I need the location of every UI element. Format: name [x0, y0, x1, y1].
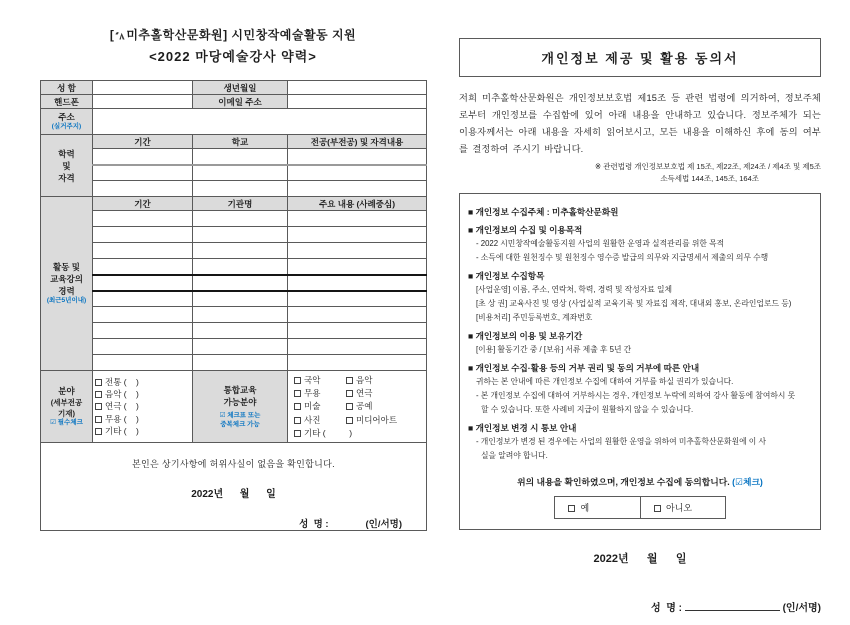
- consent-detail-box: [459, 193, 821, 530]
- career-label-line: 경력: [58, 286, 75, 297]
- career-blank-cell[interactable]: [288, 227, 427, 243]
- checkbox-icon[interactable]: [95, 416, 102, 423]
- education-label-line: 및: [62, 160, 71, 171]
- career-blank-cell[interactable]: [288, 291, 427, 307]
- career-blank-cell[interactable]: [288, 275, 427, 291]
- agree-statement: [468, 475, 812, 488]
- edu-option-label: 국악: [304, 374, 321, 385]
- form-title-line1: [40, 26, 426, 43]
- education-label-line: 자격: [58, 172, 75, 183]
- agree-check-note: (☑체크): [732, 476, 763, 487]
- no-option[interactable]: [640, 497, 726, 518]
- edu-option: [294, 374, 346, 386]
- integrated-label-line: 통합교육: [223, 384, 257, 395]
- signature-label: 성 명 :: [651, 602, 685, 614]
- section-line: [사업운영] 이름, 주소, 연락처, 학력, 경력 및 작성자료 일체: [476, 284, 673, 294]
- checkbox-icon[interactable]: [346, 403, 353, 410]
- section-heading: ■ 개인정보 수집·활용 등의 거부 권리 및 동의 거부에 따른 안내: [468, 362, 700, 373]
- education-section-label: [41, 135, 93, 197]
- edu-option: [346, 387, 424, 399]
- checkbox-icon[interactable]: [294, 403, 301, 410]
- career-blank-cell[interactable]: [288, 243, 427, 259]
- edu-option-label: 무용: [304, 388, 321, 399]
- checkbox-icon[interactable]: [95, 403, 102, 410]
- edu-option: [346, 414, 424, 426]
- checkbox-icon[interactable]: [346, 377, 353, 384]
- form-title-line2: <2022 마당예술강사 약력>: [149, 49, 317, 64]
- checkbox-icon[interactable]: [95, 428, 102, 435]
- integrated-edu-label: [193, 371, 288, 443]
- edu-option: [294, 427, 424, 439]
- career-blank-cell[interactable]: [288, 323, 427, 339]
- edu-blank-cell[interactable]: [193, 165, 288, 181]
- form-title-text: 미추홀학산문화원] 시민창작예술활동 지원: [126, 28, 357, 42]
- confirmation-date: 2022년 월 일: [191, 489, 276, 500]
- field-option: [95, 400, 190, 412]
- checkbox-icon[interactable]: [294, 417, 301, 424]
- section-heading: ■ 개인정보 수집항목: [468, 270, 545, 281]
- edu-blank-cell[interactable]: [288, 181, 427, 197]
- career-section-label: [41, 197, 93, 371]
- edu-blank-cell[interactable]: [288, 149, 427, 165]
- career-blank-cell[interactable]: [288, 259, 427, 275]
- career-blank-cell[interactable]: [93, 291, 193, 307]
- edu-option-label: 미술: [304, 401, 321, 412]
- edu-option: [294, 400, 346, 412]
- checkbox-icon[interactable]: [294, 430, 301, 437]
- yes-label: 예: [580, 502, 590, 513]
- address-label-text: 주소: [58, 112, 75, 123]
- name-label: 성 함: [41, 81, 93, 95]
- checkbox-icon[interactable]: [568, 505, 575, 512]
- field-section-label: [41, 371, 93, 443]
- address-input-cell[interactable]: [93, 109, 427, 135]
- checkbox-icon[interactable]: [95, 379, 102, 386]
- section-heading: ■ 개인정보 수집주체 : 미추홀학산문화원: [468, 207, 619, 218]
- section-line: [이용] 활동기간 중 / [보유] 서류 제출 후 5년 간: [476, 344, 632, 354]
- field-option: [95, 388, 190, 400]
- checkbox-icon[interactable]: [95, 391, 102, 398]
- integrated-options-cell: [288, 371, 427, 443]
- edu-option-label: 사진: [304, 414, 321, 425]
- field-required-note: ☑ 필수체크: [50, 419, 83, 427]
- no-label: 아니오: [666, 502, 693, 513]
- related-law-note-1: ※ 관련법령 개인정보보호법 제 15조, 제22조, 제24조 / 제4조 및 제5조: [594, 162, 821, 172]
- career-blank-cell[interactable]: [93, 323, 193, 339]
- consent-title: 개인정보 제공 및 활용 동의서: [459, 38, 821, 77]
- career-blank-cell[interactable]: [193, 211, 288, 227]
- edu-option-label: 공예: [356, 401, 373, 412]
- career-label-line: 활동 및: [53, 262, 80, 273]
- field-option-label: 전통 ( ): [105, 376, 139, 387]
- consent-intro: 저희 미추홀학산문화원은 개인정보보호법 제15조 등 관련 법령에 의거하여, 정보주체로부터 개인정보를 수집함에 있어 아래 내용을 안내하고 있습니다. 정보주체가 되는 이용자께서는 아래 내용을 자세히 읽어보시고, 모든 내용을 이해하신 후에 동의 여부를 결정하여 주시기 바랍니다.: [459, 93, 821, 155]
- field-options-cell: [93, 371, 193, 443]
- related-law-note-2: 소득세법 144조, 145조, 164조: [660, 174, 759, 184]
- field-option-label: 기타 ( ): [105, 425, 139, 436]
- phone-label: 핸드폰: [41, 95, 93, 109]
- yes-option[interactable]: [555, 497, 640, 518]
- career-blank-cell[interactable]: [93, 259, 193, 275]
- career-blank-cell[interactable]: [193, 355, 288, 371]
- edu-header-school: 학교: [193, 135, 288, 149]
- field-option: [95, 413, 190, 425]
- career-blank-cell[interactable]: [193, 275, 288, 291]
- address-label: [41, 109, 93, 135]
- edu-option-label: 음악: [356, 374, 373, 385]
- agree-statement-text: 위의 내용을 확인하였으며, 개인정보 수집에 동의합니다.: [517, 476, 733, 487]
- career-blank-cell[interactable]: [93, 243, 193, 259]
- career-blank-cell[interactable]: [288, 355, 427, 371]
- name-input-cell[interactable]: [93, 81, 193, 95]
- career-blank-cell[interactable]: [93, 339, 193, 355]
- checkbox-icon[interactable]: [346, 417, 353, 424]
- section-heading: ■ 개인정보의 이용 및 보유기간: [468, 330, 583, 341]
- section-line: - 본 개인정보 수집에 대하여 거부하시는 경우, 개인정보 누락에 의하여 강사 활동에 참여하시 못: [476, 390, 796, 400]
- profile-form-page: [40, 26, 426, 531]
- education-label-line: 학력: [58, 148, 75, 159]
- section-line: - 소득에 대한 원천징수 및 원천징수 영수증 발급의 의무와 지급명세서 제출의 의무 수행: [476, 252, 769, 262]
- checkbox-icon[interactable]: [294, 390, 301, 397]
- integrated-note-line: ☑ 체크표 또는: [219, 411, 261, 419]
- privacy-consent-page: [459, 38, 821, 625]
- email-label: 이메일 주소: [193, 95, 288, 109]
- section-line: [초 상 권] 교육사진 및 영상 (사업실적 교육기록 및 자료집 제작, 대내외 홍보, 온라인업로드 등): [476, 298, 792, 308]
- checkbox-icon[interactable]: [654, 505, 661, 512]
- career-blank-cell[interactable]: [193, 243, 288, 259]
- career-blank-cell[interactable]: [193, 259, 288, 275]
- career-blank-cell[interactable]: [193, 307, 288, 323]
- consent-date: 2022년 월 일: [593, 552, 687, 565]
- edu-option: [294, 414, 346, 426]
- field-option: [95, 376, 190, 388]
- field-label-line: (세부전공: [50, 398, 83, 408]
- checkbox-icon[interactable]: [294, 377, 301, 384]
- edu-option: [294, 387, 346, 399]
- address-note: (실거주지): [51, 123, 82, 131]
- field-option-label: 연극 ( ): [105, 401, 139, 412]
- career-blank-cell[interactable]: [193, 291, 288, 307]
- section-line: [비용처리] 주민등록번호, 계좌번호: [476, 312, 593, 322]
- signature-suffix: (인/서명): [779, 602, 821, 614]
- field-option: [95, 425, 190, 437]
- confirmation-statement: 본인은 상기사항에 허위사실이 없음을 확인합니다.: [132, 459, 335, 469]
- career-blank-cell[interactable]: [93, 227, 193, 243]
- field-option-label: 음악 ( ): [105, 389, 139, 400]
- section-line: 귀하는 본 안내에 따른 개인정보 수집에 대하여 거부를 하실 권리가 있습니다.: [476, 376, 734, 386]
- field-option-label: 무용 ( ): [105, 413, 139, 424]
- edu-option-label: 연극: [356, 388, 373, 399]
- edu-option-label: 기타 ( ): [304, 427, 353, 438]
- edu-option: [346, 374, 424, 386]
- field-label-line: 기재): [58, 409, 75, 419]
- integrated-note: [195, 411, 285, 429]
- title-bracket: [: [109, 28, 115, 42]
- edu-option-label: 미디어아트: [356, 414, 398, 425]
- phone-input-cell[interactable]: [93, 95, 193, 109]
- edu-header-period: 기간: [93, 135, 193, 149]
- confirmation-signature: 성 명 : (인/서명): [299, 519, 402, 530]
- career-blank-cell[interactable]: [93, 275, 193, 291]
- edu-option: [346, 400, 424, 412]
- email-input-cell[interactable]: [288, 95, 427, 109]
- career-blank-cell[interactable]: [193, 323, 288, 339]
- career-blank-cell[interactable]: [288, 307, 427, 323]
- profile-form-table: [40, 80, 427, 531]
- career-label-line: 교육강의: [50, 274, 83, 285]
- signature-blank-line[interactable]: [685, 600, 780, 611]
- career-blank-cell[interactable]: [288, 339, 427, 355]
- edu-blank-cell[interactable]: [93, 165, 193, 181]
- section-line: - 개인정보가 변경 된 경우에는 사업의 원활한 운영을 위하여 미추홀학산문화원에 이 사: [476, 436, 767, 446]
- birthdate-input-cell[interactable]: [288, 81, 427, 95]
- career-blank-cell[interactable]: [93, 355, 193, 371]
- edu-blank-cell[interactable]: [93, 181, 193, 197]
- edu-blank-cell[interactable]: [193, 181, 288, 197]
- edu-blank-cell[interactable]: [93, 149, 193, 165]
- section-line: - 2022 시민창작예술활동지원 사업의 원활한 운영과 실적관리를 위한 목적: [476, 238, 725, 248]
- confirmation-block: [41, 443, 427, 531]
- career-header-org: 기관명: [193, 197, 288, 211]
- career-header-period: 기간: [93, 197, 193, 211]
- integrated-label-line: 가능분야: [223, 396, 257, 407]
- career-blank-cell[interactable]: [288, 211, 427, 227]
- career-note: (최근5년이내): [46, 297, 87, 305]
- section-heading: ■ 개인정보의 수집 및 이용목적: [468, 224, 583, 235]
- career-blank-cell[interactable]: [193, 227, 288, 243]
- section-line: 할 수 있습니다. 또한 사례비 지급이 원활하지 않을 수 있습니다.: [481, 404, 694, 414]
- career-blank-cell[interactable]: [93, 307, 193, 323]
- birthdate-label: 생년월일: [193, 81, 288, 95]
- field-label-line: 분야: [58, 386, 75, 397]
- edu-blank-cell[interactable]: [193, 149, 288, 165]
- checkbox-icon[interactable]: [346, 390, 353, 397]
- section-line: 실을 알려야 합니다.: [481, 450, 548, 460]
- career-header-content: 주요 내용 (사례중심): [288, 197, 427, 211]
- edu-blank-cell[interactable]: [288, 165, 427, 181]
- edu-header-major: 전공(부전공) 및 자격내용: [288, 135, 427, 149]
- section-heading: ■ 개인정보 변경 시 통보 안내: [468, 422, 577, 433]
- yes-no-box: [554, 496, 726, 519]
- consent-signature: [459, 588, 821, 625]
- career-blank-cell[interactable]: [193, 339, 288, 355]
- career-blank-cell[interactable]: [93, 211, 193, 227]
- org-logo-icon: [115, 29, 125, 43]
- integrated-note-line: 중복체크 가능: [220, 421, 260, 428]
